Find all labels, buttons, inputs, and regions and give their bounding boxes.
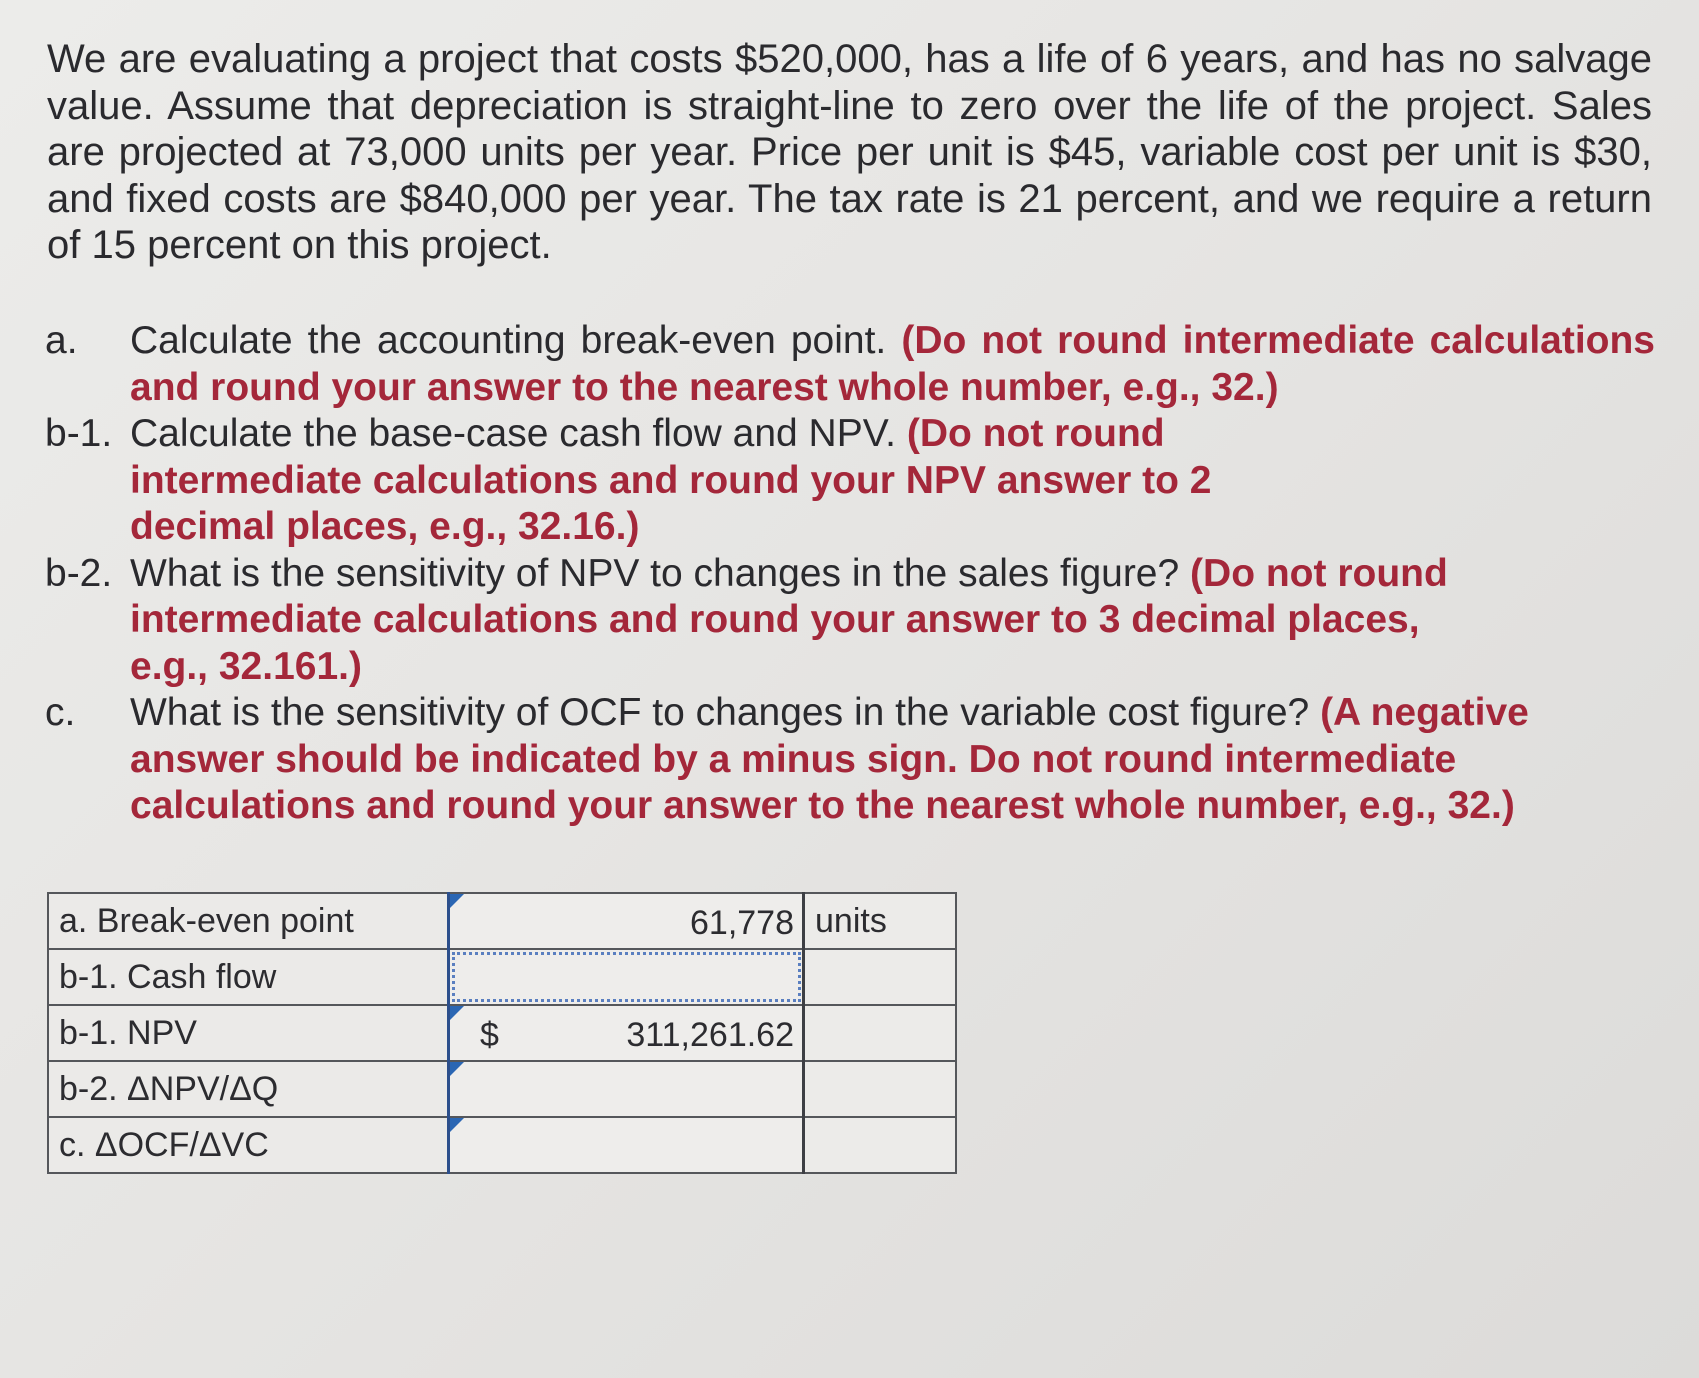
answer-table [47,892,957,1174]
question-b1 [45,411,1655,551]
row-label: b-1. NPV [48,1005,449,1061]
question-b2 [45,551,1655,691]
question-a [45,318,1655,411]
question-instruction: (A negative answer should be indicated by a minus sign. Do not round intermediate calculations and round your answer to the nearest whole number, e.g., 32.) [130,691,1529,827]
question-instruction: (Do not round intermediate calculations and round your NPV answer to 2 decimal places, e.g., 32.16.) [130,412,1212,548]
question-text [130,690,1655,830]
question-instruction: (Do not round intermediate calculations and round your answer to the nearest whole number, e.g., 32.) [130,319,1655,409]
input-value: 61,778 [690,904,794,942]
input-marker-icon [450,894,464,908]
question-label: c. [45,691,76,734]
table-row [48,949,956,1005]
input-marker-icon [450,1118,464,1132]
problem-statement: We are evaluating a project that costs $520,000, has a life of 6 years, and has no salvage value. Assume that depreciation is straight-line to zero over the life of the project. Sales are projected at 73,000 units per year. Price per unit is $45, variable cost per unit is $30, and fixed costs are $840,000 per year. The tax rate is 21 percent, and we require a return of 15 percent on this project. [47,37,1652,267]
question-list [45,318,1655,830]
row-label: a. Break-even point [48,893,449,949]
table-row [48,893,956,949]
question-prompt: Calculate the accounting break-even point. [130,319,887,362]
currency-symbol: $ [480,1016,499,1054]
question-c [45,690,1655,830]
row-label: b-1. Cash flow [48,949,449,1005]
unit-label [804,1117,957,1173]
unit-label [804,1005,957,1061]
question-prompt: What is the sensitivity of NPV to changes in the sales figure? [130,551,1180,595]
row-label: b-2. ΔNPV/ΔQ [48,1061,449,1117]
unit-label: units [804,893,957,949]
question-label: a. [45,319,78,362]
question-prompt: What is the sensitivity of OCF to changes in the variable cost figure? [130,691,1310,734]
question-label: b-2. [45,551,113,595]
input-marker-icon [450,1062,464,1076]
break-even-input[interactable] [449,893,804,949]
row-label: c. ΔOCF/ΔVC [48,1117,449,1173]
question-instruction: (Do not round intermediate calculations and round your answer to 3 decimal places, e.g., 32.161.) [130,551,1448,688]
input-marker-icon [450,1006,464,1020]
question-text [130,551,1655,691]
npv-input[interactable] [449,1005,804,1061]
cash-flow-input[interactable] [449,949,804,1005]
question-text [130,411,1655,551]
table-row [48,1061,956,1117]
input-value: 311,261.62 [626,1016,794,1054]
table-row [48,1005,956,1061]
table-row [48,1117,956,1173]
question-label: b-1. [45,412,113,455]
question-prompt: Calculate the base-case cash flow and NPV. [130,412,897,455]
ocf-sensitivity-input[interactable] [449,1117,804,1173]
unit-label [804,1061,957,1117]
npv-sensitivity-input[interactable] [449,1061,804,1117]
unit-label [804,949,957,1005]
question-text [130,318,1655,411]
